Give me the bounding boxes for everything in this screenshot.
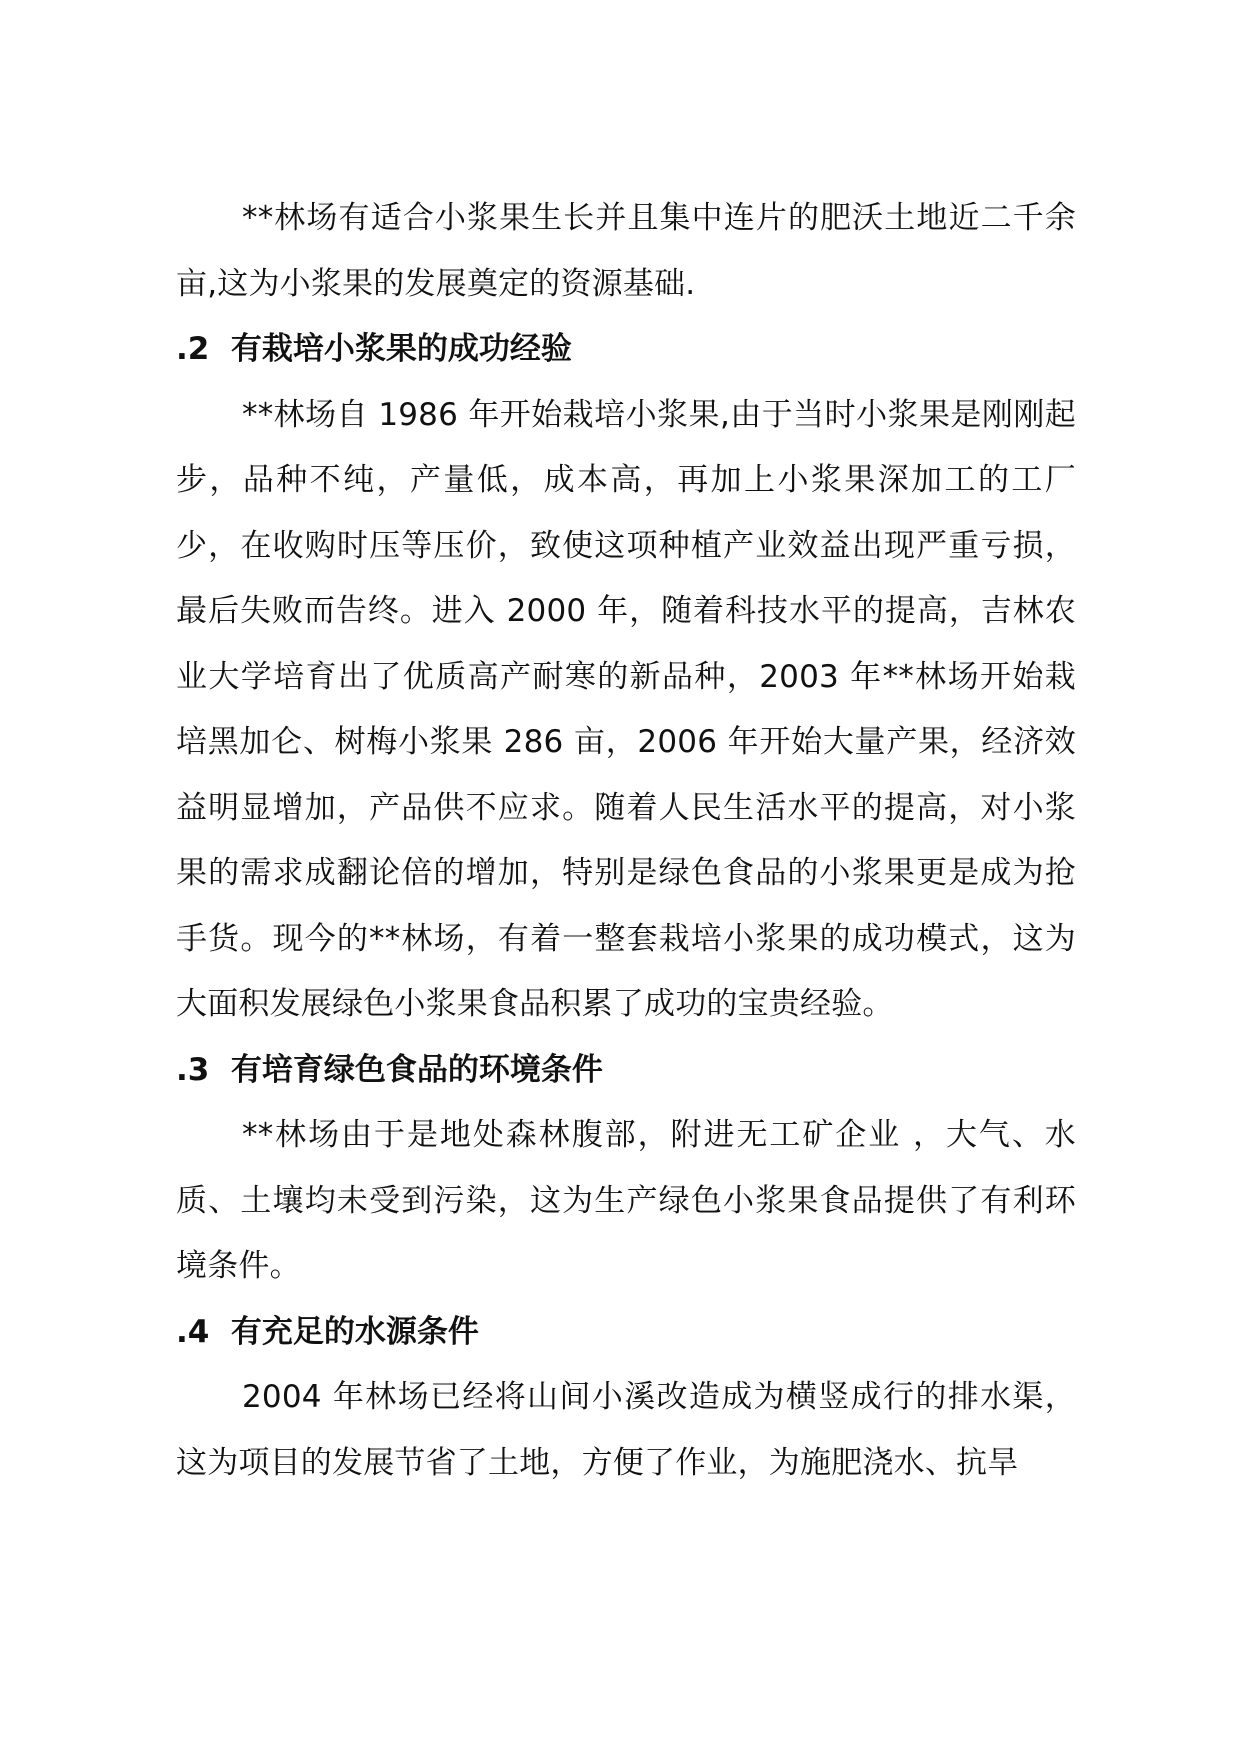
section-heading-environment: .3 有培育绿色食品的环境条件 [176,1051,603,1088]
section-heading-water-source: .4 有充足的水源条件 [176,1313,479,1350]
paragraph-cultivation-experience: **林场自 1986 年开始栽培小浆果,由于当时小浆果是刚刚起步，品种不纯，产量低，成本高，再加上小浆果深加工的工厂少，在收购时压等压价，致使这项种植产业效益出现严重亏损，最后失败而告终。进入 2000 年，随着科技水平的提高，吉林农业大学培育出了优质高产耐寒的新品种，2003 年**林场开始栽培黑加仑、树梅小浆果 286 亩，2006 年开始大量产果，经济效益明显增加，产品供不应求。随着人民生活水平的提高，对小浆果的需求成翻论倍的增加，特别是绿色食品的小浆果更是成为抢手货。现今的**林场，有着一整套栽培小浆果的成功模式，这为大面积发展绿色小浆果食品积累了成功的宝贵经验。 [176,396,1076,1022]
paragraph-land-resources: **林场有适合小浆果生长并且集中连片的肥沃土地近二千余亩,这为小浆果的发展奠定的资源基础. [176,200,1076,302]
document-body [176,186,1076,1496]
paragraph-water-source: 2004 年林场已经将山间小溪改造成为横竖成行的排水渠，这为项目的发展节省了土地，方便了作业，为施肥浇水、抗旱 [176,1379,1076,1481]
paragraph-environment: **林场由于是地处森林腹部，附进无工矿企业 ，大气、水质、土壤均未受到污染，这为生产绿色小浆果食品提供了有利环境条件。 [176,1117,1076,1284]
section-heading-cultivation-experience: .2 有栽培小浆果的成功经验 [176,331,572,367]
